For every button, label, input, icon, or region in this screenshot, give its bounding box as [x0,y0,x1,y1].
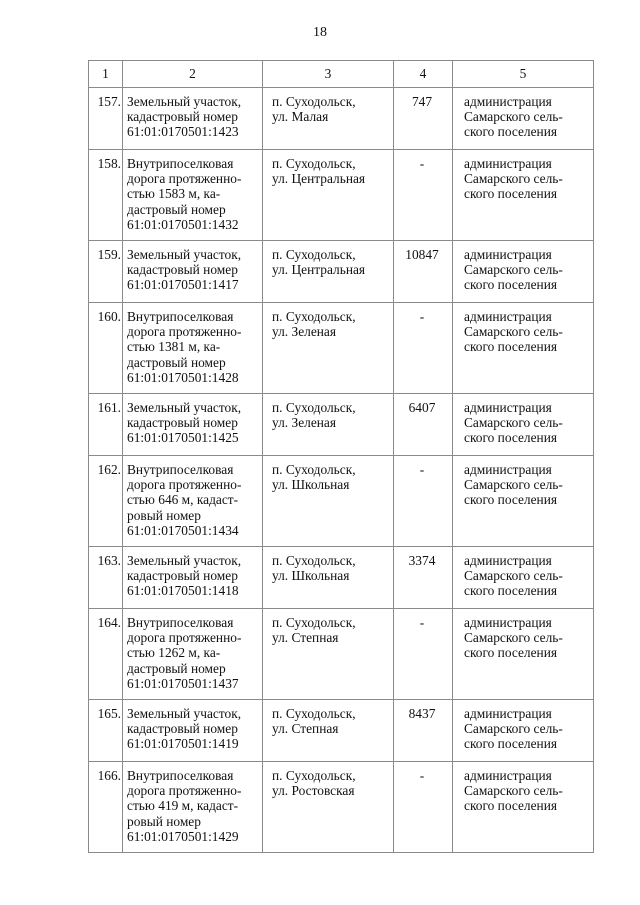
object-area: - [394,303,453,394]
table-row [89,547,594,609]
object-area: 6407 [394,394,453,456]
cell-line: Внутрипоселковая [127,309,234,324]
object-area: 10847 [394,241,453,303]
object-area: - [394,762,453,853]
cell-line: п. Суходольск, [272,94,356,109]
object-owner [453,150,594,241]
cell-line: администрация [464,309,552,324]
table-row [89,394,594,456]
cell-line: администрация [464,615,552,630]
table-row [89,762,594,853]
table-row [89,88,594,150]
object-name [123,547,263,609]
cell-line: ул. Центральная [272,171,366,187]
row-number: 165. [89,700,123,762]
row-number: 166. [89,762,123,853]
row-number: 164. [89,609,123,700]
cell-line: 61:01:0170501:1423 [127,124,239,140]
cell-line: п. Суходольск, [272,462,356,477]
property-table [88,60,594,853]
cell-line: ул. Школьная [272,477,350,493]
object-area: 747 [394,88,453,150]
cell-line: ул. Ростовская [272,783,355,799]
cell-line: Самарского сель- [464,171,563,187]
cell-line: ского поселения [464,798,558,814]
cell-line: Внутрипоселковая [127,768,234,783]
column-header-1: 1 [89,61,123,88]
cell-line: ского поселения [464,492,558,508]
object-address [263,394,394,456]
cell-line: дорога протяженно- [127,171,242,187]
cell-line: Внутрипоселковая [127,156,234,171]
cell-line: дорога протяженно- [127,630,242,646]
object-name [123,394,263,456]
table-row [89,150,594,241]
cell-line: Внутрипоселковая [127,462,234,477]
object-owner [453,547,594,609]
cell-line: Самарского сель- [464,568,563,584]
cell-line: п. Суходольск, [272,309,356,324]
cell-line: дастровый номер [127,660,226,676]
table-row [89,456,594,547]
cell-line: Земельный участок, [127,553,242,568]
cell-line: ул. Центральная [272,262,366,278]
cell-line: ул. Степная [272,630,339,646]
cell-line: п. Суходольск, [272,768,356,783]
cell-line: кадастровый номер [127,568,238,584]
cell-line: администрация [464,400,552,415]
cell-line: стью 1381 м, ка- [127,339,221,355]
object-address [263,762,394,853]
table-row [89,700,594,762]
object-name [123,762,263,853]
cell-line: 61:01:0170501:1425 [127,430,239,446]
object-address [263,303,394,394]
cell-line: Самарского сель- [464,783,563,799]
cell-line: ского поселения [464,124,558,140]
cell-line: 61:01:0170501:1428 [127,369,239,385]
cell-line: Самарского сель- [464,109,563,125]
cell-line: ул. Малая [272,109,329,125]
table-row [89,303,594,394]
cell-line: Внутрипоселковая [127,615,234,630]
cell-line: ровый номер [127,813,201,829]
cell-line: ского поселения [464,645,558,661]
row-number: 162. [89,456,123,547]
column-header-4: 4 [394,61,453,88]
cell-line: Самарского сель- [464,324,563,340]
column-header-5: 5 [453,61,594,88]
cell-line: ул. Зеленая [272,324,337,340]
object-address [263,456,394,547]
object-owner [453,700,594,762]
cell-line: ул. Школьная [272,568,350,584]
cell-line: п. Суходольск, [272,400,356,415]
cell-line: Земельный участок, [127,400,242,415]
cell-line: 61:01:0170501:1434 [127,522,239,538]
object-owner [453,303,594,394]
cell-line: администрация [464,706,552,721]
object-owner [453,762,594,853]
cell-line: 61:01:0170501:1419 [127,736,239,752]
cell-line: ского поселения [464,339,558,355]
row-number: 159. [89,241,123,303]
cell-line: администрация [464,553,552,568]
cell-line: п. Суходольск, [272,247,356,262]
object-area: - [394,456,453,547]
cell-line: администрация [464,156,552,171]
row-number: 157. [89,88,123,150]
cell-line: дастровый номер [127,354,226,370]
cell-line: ул. Степная [272,721,339,737]
object-owner [453,394,594,456]
cell-line: п. Суходольск, [272,615,356,630]
object-area: - [394,609,453,700]
row-number: 161. [89,394,123,456]
object-name [123,88,263,150]
row-number: 160. [89,303,123,394]
row-number: 158. [89,150,123,241]
object-owner [453,609,594,700]
cell-line: администрация [464,247,552,262]
cell-line: Самарского сель- [464,477,563,493]
cell-line: дорога протяженно- [127,477,242,493]
cell-line: п. Суходольск, [272,156,356,171]
cell-line: Самарского сель- [464,262,563,278]
cell-line: 61:01:0170501:1418 [127,583,239,599]
object-area: 8437 [394,700,453,762]
object-address [263,88,394,150]
cell-line: дорога протяженно- [127,324,242,340]
object-owner [453,88,594,150]
table-body [89,88,594,853]
cell-line: ровый номер [127,507,201,523]
object-name [123,241,263,303]
cell-line: стью 646 м, кадаст- [127,492,239,508]
object-area: 3374 [394,547,453,609]
object-name [123,609,263,700]
cell-line: администрация [464,768,552,783]
cell-line: стью 1583 м, ка- [127,186,221,202]
object-address [263,609,394,700]
cell-line: Самарского сель- [464,630,563,646]
object-owner [453,456,594,547]
cell-line: ул. Зеленая [272,415,337,431]
cell-line: кадастровый номер [127,415,238,431]
cell-line: 61:01:0170501:1432 [127,216,239,232]
object-address [263,547,394,609]
cell-line: Земельный участок, [127,706,242,721]
object-name [123,456,263,547]
object-name [123,303,263,394]
object-address [263,241,394,303]
object-area: - [394,150,453,241]
object-owner [453,241,594,303]
object-name [123,700,263,762]
table-row [89,609,594,700]
cell-line: 61:01:0170501:1429 [127,828,239,844]
cell-line: кадастровый номер [127,721,238,737]
cell-line: ского поселения [464,186,558,202]
cell-line: Самарского сель- [464,415,563,431]
cell-line: п. Суходольск, [272,553,356,568]
object-address [263,700,394,762]
row-number: 163. [89,547,123,609]
column-header-2: 2 [123,61,263,88]
cell-line: Земельный участок, [127,94,242,109]
cell-line: п. Суходольск, [272,706,356,721]
cell-line: администрация [464,94,552,109]
cell-line: 61:01:0170501:1437 [127,675,239,691]
page-number: 18 [313,25,327,40]
cell-line: стью 419 м, кадаст- [127,798,239,814]
table-header-row [89,61,594,88]
table-row [89,241,594,303]
cell-line: ского поселения [464,583,558,599]
cell-line: ского поселения [464,277,558,293]
object-address [263,150,394,241]
column-header-3: 3 [263,61,394,88]
cell-line: кадастровый номер [127,109,238,125]
cell-line: ского поселения [464,430,558,446]
cell-line: дорога протяженно- [127,783,242,799]
cell-line: ского поселения [464,736,558,752]
cell-line: администрация [464,462,552,477]
cell-line: Самарского сель- [464,721,563,737]
cell-line: кадастровый номер [127,262,238,278]
object-name [123,150,263,241]
cell-line: 61:01:0170501:1417 [127,277,239,293]
cell-line: Земельный участок, [127,247,242,262]
cell-line: дастровый номер [127,201,226,217]
cell-line: стью 1262 м, ка- [127,645,221,661]
